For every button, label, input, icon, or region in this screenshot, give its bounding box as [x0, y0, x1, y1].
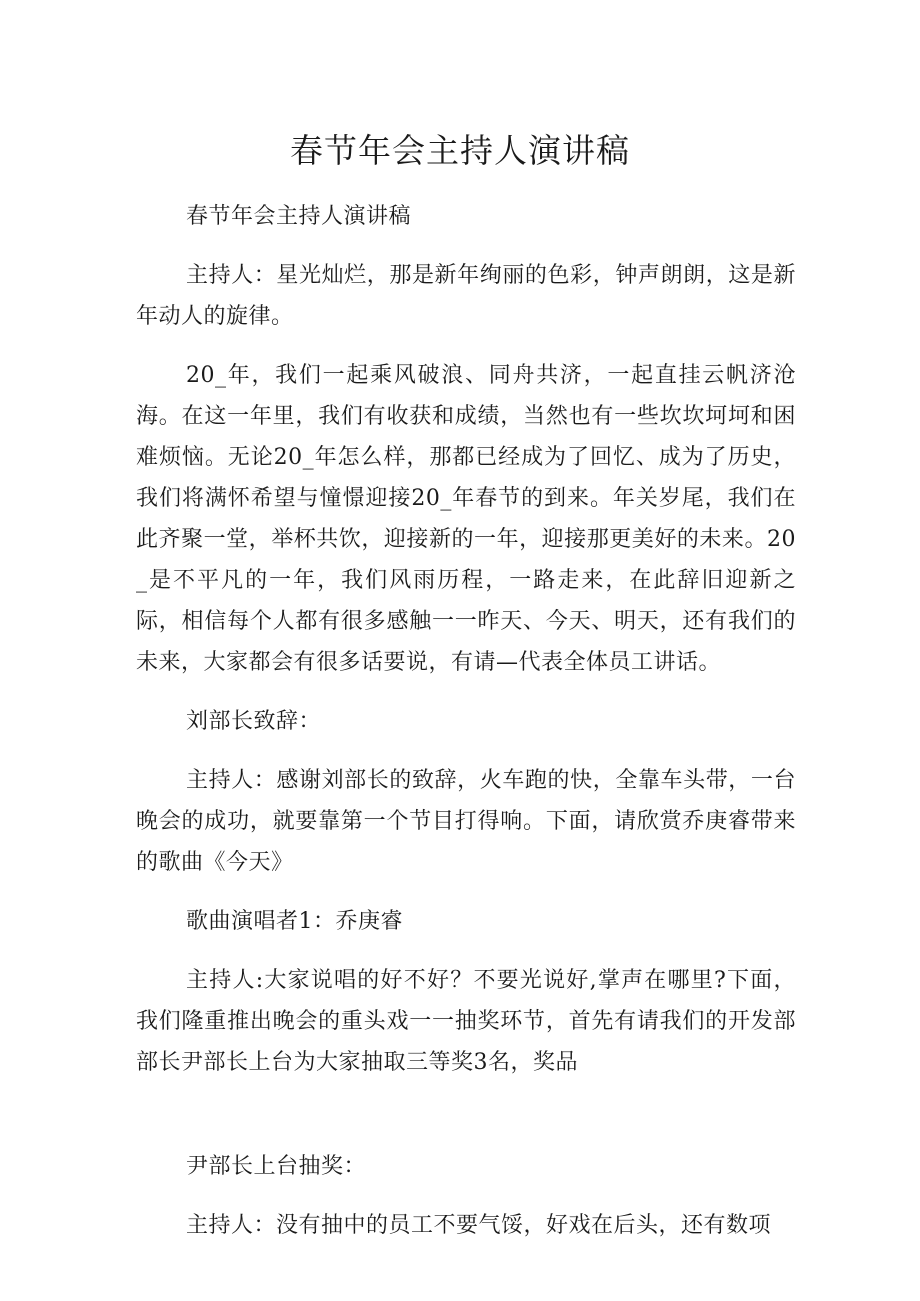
paragraph-subtitle: 春节年会主持人演讲稿	[186, 204, 412, 229]
paragraph-host-opening: 主持人：星光灿烂，那是新年绚丽的色彩，钟声朗朗，这是新年动人的旋律。	[136, 263, 796, 329]
paragraph-year-review: 20_年，我们一起乘风破浪、同舟共济，一起直挂云帆济沧海。在这一年里，我们有收获和成绩，当然也有一些坎坎坷坷和困难烦恼。无论20_年怎么样，那都已经成为了回忆、成为了历史，我们将满怀希望与憧憬迎接20_年春节的到来。年关岁尾，我们在此齐聚一堂，举杯共饮，迎接新的一年，迎接那更美好的未来。20_是不平凡的一年，我们风雨历程，一路走来，在此辞旧迎新之际，相信每个人都有很多感触一一昨天、今天、明天，还有我们的未来，大家都会有很多话要说，有请—代表全体员工讲话。	[136, 363, 796, 675]
paragraph-host-thanks: 主持人：感谢刘部长的致辞，火车跑的快，全靠车头带，一台晚会的成功，就要靠第一个节目打得响。下面，请欣赏乔庚睿带来的歌曲《今天》	[136, 768, 796, 875]
paragraph-host-continue: 主持人：没有抽中的员工不要气馁，好戏在后头，还有数项	[186, 1213, 772, 1238]
document-body	[136, 196, 796, 1264]
paragraph-liu-speech: 刘部长致辞：	[186, 709, 322, 734]
paragraph-yin-lottery: 尹部长上台抽奖：	[186, 1154, 367, 1179]
paragraph-singer: 歌曲演唱者1：乔庚睿	[186, 909, 403, 934]
document-title: 春节年会主持人演讲稿	[290, 131, 630, 170]
paragraph-lottery-intro: 主持人:大家说唱的好不好？不要光说好,掌声在哪里?下面，我们隆重推出晚会的重头戏一一抽奖环节，首先有请我们的开发部部长尹部长上台为大家抽取三等奖3名，奖品	[136, 968, 796, 1075]
